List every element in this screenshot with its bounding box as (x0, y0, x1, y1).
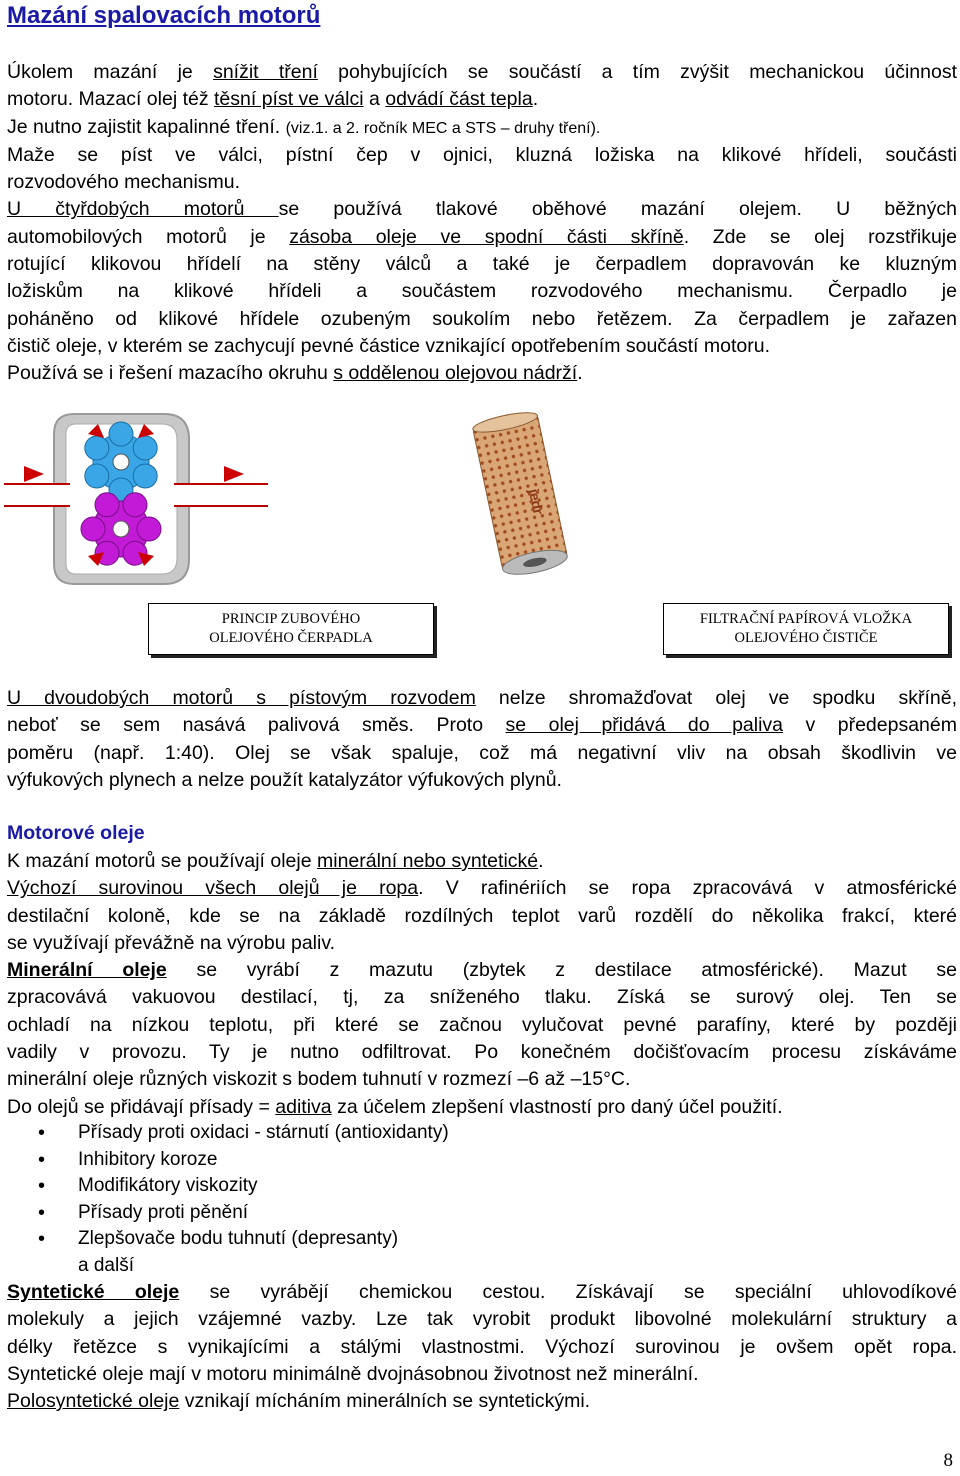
oils-line-6: zpracovává vakuovou destilací, tj, za sníženého tlaku. Získá se surový olej. Ten se (7, 986, 957, 1009)
intro-line-5: rozvodového mechanismu. (7, 171, 241, 194)
synthetic-paragraph (7, 1279, 957, 1415)
intro-line-8: rotující klikovou hřídelí na stěny válců a také je čerpadlem dopravován ke kluzným (7, 253, 957, 276)
oils-line-10: Do olejů se přidávají přísady = aditiva za účelem zlepšení vlastností pro daný účel použití. (7, 1095, 783, 1118)
section-heading-motor-oils: Motorové oleje (7, 822, 145, 844)
pump-caption: PRINCIP ZUBOVÉHO OLEJOVÉHO ČERPADLA (148, 603, 434, 655)
oils-line-2: Výchozí surovinou všech olejů je ropa. V rafinériích se ropa zpracovává v atmosférické (7, 877, 957, 900)
intro-line-1: Úkolem mazání je snížit tření pohybujících se součástí a tím zvýšit mechanickou účinnost (7, 61, 957, 83)
two-stroke-line-1: U dvoudobých motorů s pístovým rozvodem nelze shromažďovat olej ve spodku skříně, (7, 687, 957, 709)
gear-tooth (137, 517, 161, 541)
oils-line-4: se využívají převážně na výrobu paliv. (7, 931, 336, 954)
oils-line-8: vadily v provozu. Ty je nutno odfiltrovat. Po konečném dočišťovacím procesu získáváme (7, 1041, 957, 1064)
oils-line-1: K mazání motorů se používají oleje minerální nebo syntetické. (7, 850, 544, 872)
intro-line-2: motoru. Mazací olej též těsní píst ve válci a odvádí část tepla. (7, 88, 539, 111)
oils-line-3: destilační koloně, kde se na základě rozdílných teplot varů rozdělí do několika frakcí, které (7, 904, 957, 927)
intro-line-7: automobilových motorů je zásoba oleje ve spodní části skříně. Zde se olej rozstřikuje (7, 225, 957, 248)
synthetic-line-2: molekuly a jejich vzájemné vazby. Lze tak vyrobit produkt libovolné molekulární struktury a (7, 1308, 957, 1331)
gear-pump-illustration (4, 404, 268, 594)
two-stroke-line-2: neboť se sem nasává palivová směs. Proto se olej přidává do paliva v předepsaném (7, 714, 957, 737)
intro-paragraph (7, 59, 957, 388)
gear-tooth (123, 493, 147, 517)
synthetic-line-4: Syntetické oleje mají v motoru minimálně dvojnásobnou životnost než minerální. (7, 1362, 699, 1385)
oil-filter-illustration (470, 412, 570, 582)
synthetic-line-3: délky řetězce s vynikajícími a stálými vlastnostmi. Výchozí surovinou je ovšem opět ropa. (7, 1335, 957, 1358)
list-item: • Inhibitory koroze (0, 1147, 449, 1174)
oils-paragraph (7, 848, 957, 1121)
list-item: • Modifikátory viskozity (0, 1173, 449, 1200)
additives-list (0, 1120, 449, 1253)
list-item: • Zlepšovače bodu tuhnutí (depresanty) (0, 1226, 449, 1253)
intro-line-6: U čtyřdobých motorů se používá tlakové oběhové mazání olejem. U běžných (7, 198, 957, 221)
gear-tooth (85, 436, 109, 460)
gear-tooth (81, 517, 105, 541)
gear-tooth (109, 422, 133, 446)
page-number: 8 (943, 1450, 953, 1471)
additives-more: a další (78, 1255, 134, 1276)
gear-tooth (95, 493, 119, 517)
gear-tooth (85, 464, 109, 488)
gear-tooth (133, 464, 157, 488)
synthetic-line-5: Polosyntetické oleje vznikají mícháním minerálních se syntetickými. (7, 1390, 591, 1413)
gear-tooth (133, 436, 157, 460)
oils-line-5: Minerální oleje se vyrábí z mazutu (zbytek z destilace atmosférické). Mazut se (7, 959, 957, 982)
intro-line-10: poháněno od klikové hřídele ozubeným soukolím nebo řetězem. Za čerpadlem je zařazen (7, 307, 957, 330)
oils-line-7: ochladí na nízkou teplotu, při které se začnou vylučovat pevné parafíny, které by později (7, 1013, 957, 1036)
list-item: • Přísady proti pěnění (0, 1200, 449, 1227)
intro-line-11: čistič oleje, v kterém se zachycují pevné částice vznikající opotřebením součástí motoru. (7, 334, 770, 357)
filter-brand-text: jedr (525, 487, 547, 516)
page-title: Mazání spalovacích motorů (7, 2, 321, 29)
intro-line-9: ložiskům na klikové hřídeli a součástem rozvodového mechanismu. Čerpadlo je (7, 280, 957, 303)
filter-caption: FILTRAČNÍ PAPÍROVÁ VLOŽKA OLEJOVÉHO ČISTIČE (663, 603, 949, 655)
intro-line-4: Maže se píst ve válci, pístní čep v ojnici, kluzná ložiska na klikové hřídeli, součásti (7, 143, 957, 166)
oils-line-9: minerální oleje různých viskozit s bodem tuhnutí v rozmezí –6 až –15°C. (7, 1068, 631, 1091)
intro-line-3: Je nutno zajistit kapalinné tření. (viz.1. a 2. ročník MEC a STS – druhy tření). (7, 115, 601, 138)
two-stroke-line-4: výfukových plynech a nelze použít katalyzátor výfukových plynů. (7, 768, 562, 791)
synthetic-line-1: Syntetické oleje se vyrábějí chemickou cestou. Získávají se speciální uhlovodíkové (7, 1281, 957, 1303)
list-item: • Přísady proti oxidaci - stárnutí (antioxidanty) (0, 1120, 449, 1147)
two-stroke-paragraph (7, 685, 957, 794)
two-stroke-line-3: poměru (např. 1:40). Olej se však spaluje, což má negativní vliv na obsah škodlivin ve (7, 741, 957, 764)
intro-line-12: Používá se i řešení mazacího okruhu s oddělenou olejovou nádrží. (7, 362, 583, 385)
